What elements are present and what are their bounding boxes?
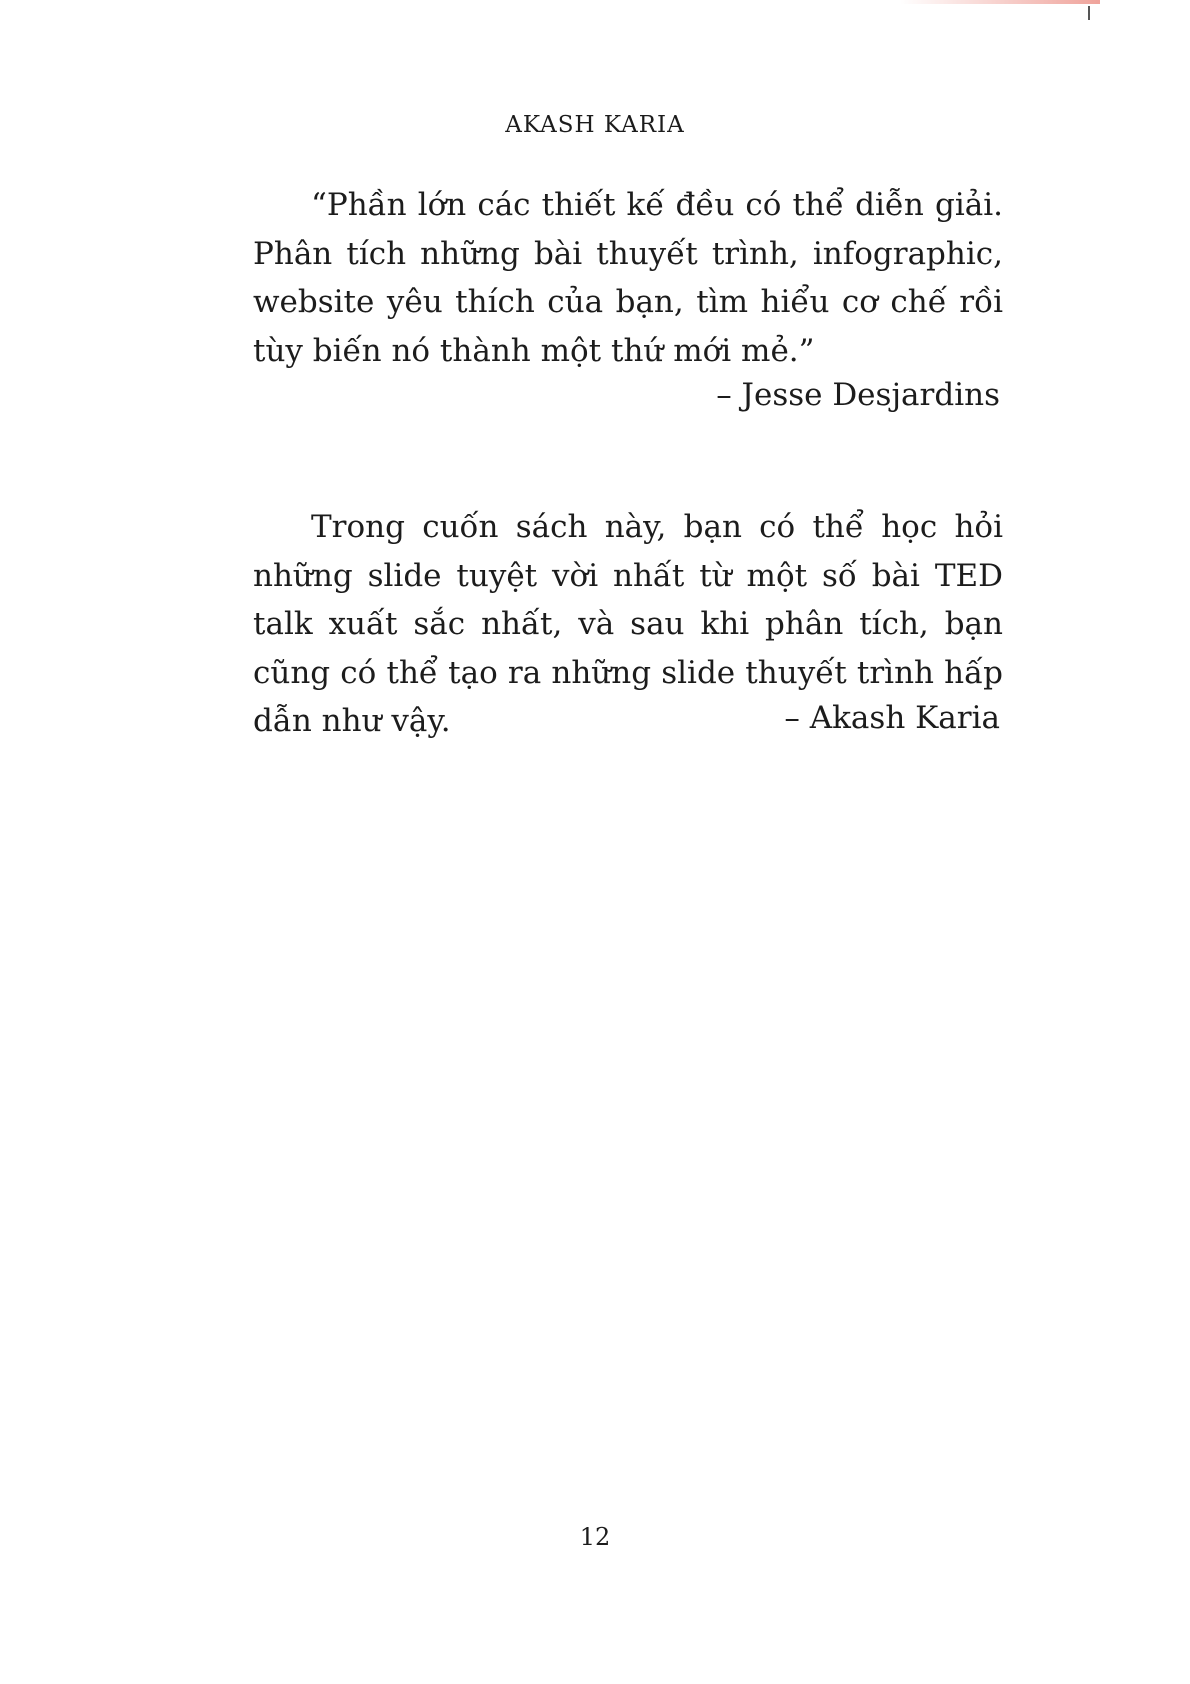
quote-attribution: – Akash Karia (784, 700, 1000, 736)
running-head: AKASH KARIA (505, 112, 685, 138)
page-edge-mark (1088, 6, 1090, 20)
quote-text: “Phần lớn các thiết kế đều có thể diễn giải. Phân tích những bài thuyết trình, infographic, website yêu thích của bạn, tìm hiểu cơ chế rồi tùy biến nó thành một thứ mới mẻ.” (253, 187, 1003, 369)
quote-block-1 (253, 181, 1003, 375)
page-number: 12 (579, 1523, 611, 1551)
page-edge-tint (900, 0, 1100, 4)
quote-text: Trong cuốn sách này, bạn có thể học hỏi những slide tuyệt vời nhất từ một số bài TED talk xuất sắc nhất, và sau khi phân tích, bạn cũng có thể tạo ra những slide thuyết trình hấp dẫn như vậy. (253, 509, 1003, 739)
quote-attribution: – Jesse Desjardins (716, 377, 1000, 413)
